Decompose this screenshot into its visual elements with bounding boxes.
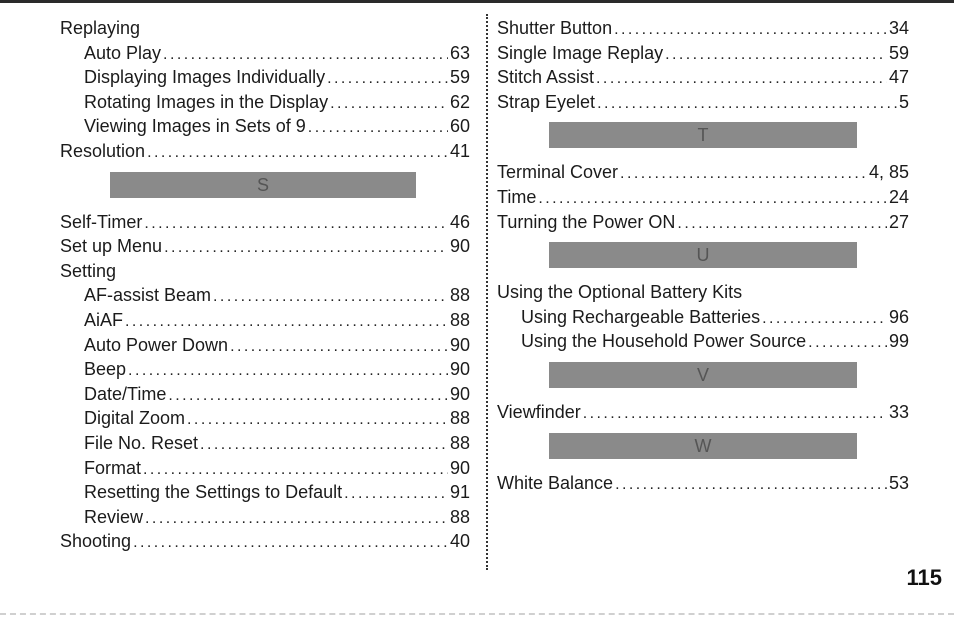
column-divider — [486, 14, 488, 570]
index-subentry — [60, 114, 470, 139]
entry-group — [497, 16, 909, 114]
entry-page-number: 88 — [449, 285, 470, 306]
index-subentry — [60, 333, 470, 358]
dot-leader — [762, 305, 887, 332]
entry-label: Digital Zoom — [84, 408, 186, 429]
entry-group — [497, 400, 909, 425]
entry-page-number: 88 — [449, 408, 470, 429]
entry-page-number: 24 — [888, 186, 909, 207]
dot-leader — [308, 114, 448, 141]
entry-label: Beep — [84, 359, 127, 380]
entry-label: Resolution — [60, 140, 146, 161]
dot-leader — [538, 185, 887, 212]
entry-page-number: 88 — [449, 506, 470, 527]
entry-group — [60, 210, 470, 554]
entry-label: Stitch Assist — [497, 67, 595, 88]
letter-header-w: W — [549, 433, 857, 459]
entry-page-number: 33 — [888, 401, 909, 422]
index-entry — [60, 529, 470, 554]
entry-page-number: 96 — [888, 306, 909, 327]
dot-leader — [330, 90, 448, 117]
entry-label: Using the Household Power Source — [521, 331, 807, 352]
entry-page-number: 90 — [449, 457, 470, 478]
index-column-left — [60, 16, 470, 554]
entry-label: Setting — [60, 260, 117, 281]
index-subentry — [497, 329, 909, 354]
index-entry — [60, 234, 470, 259]
index-entry — [497, 471, 909, 496]
entry-label: Using the Optional Battery Kits — [497, 282, 743, 303]
dot-leader — [128, 357, 448, 384]
dot-leader — [163, 41, 448, 68]
entry-page-number: 62 — [449, 91, 470, 112]
entry-page-number: 40 — [449, 531, 470, 552]
dot-leader — [615, 471, 887, 498]
entry-label: Displaying Images Individually — [84, 67, 326, 88]
entry-page-number: 90 — [449, 236, 470, 257]
dot-leader — [327, 65, 448, 92]
entry-page-number: 91 — [449, 482, 470, 503]
entry-label: Viewfinder — [497, 401, 581, 422]
entry-group — [497, 471, 909, 496]
dot-leader — [597, 90, 897, 117]
dot-leader — [144, 210, 448, 237]
entry-page-number: 27 — [888, 211, 909, 232]
index-subentry — [60, 41, 470, 66]
index-subentry — [60, 283, 470, 308]
letter-header-v: V — [549, 362, 857, 388]
dot-leader — [200, 431, 448, 458]
dot-leader — [677, 210, 887, 237]
index-entry — [60, 16, 470, 41]
dot-leader — [143, 456, 448, 483]
dot-leader — [147, 139, 448, 166]
entry-label: Strap Eyelet — [497, 91, 596, 112]
page-number: 115 — [906, 565, 942, 590]
index-column-right — [497, 16, 909, 495]
index-subentry — [60, 308, 470, 333]
entry-label: Format — [84, 457, 142, 478]
index-subentry — [60, 456, 470, 481]
entry-page-number: 63 — [449, 42, 470, 63]
entry-page-number: 90 — [449, 334, 470, 355]
index-subentry — [60, 505, 470, 530]
entry-group — [60, 16, 470, 164]
index-entry — [60, 259, 470, 284]
dot-leader — [213, 283, 448, 310]
entry-label: Set up Menu — [60, 236, 163, 257]
entry-label: Auto Power Down — [84, 334, 229, 355]
entry-page-number: 59 — [888, 42, 909, 63]
entry-page-number: 88 — [449, 432, 470, 453]
dot-leader — [187, 406, 448, 433]
dot-leader — [665, 41, 887, 68]
dot-leader — [164, 234, 448, 261]
entry-label: White Balance — [497, 472, 614, 493]
entry-group — [497, 160, 909, 234]
index-entry — [497, 210, 909, 235]
letter-header-s: S — [110, 172, 416, 198]
dot-leader — [808, 329, 887, 356]
entry-label: Self-Timer — [60, 211, 143, 232]
entry-label: AF-assist Beam — [84, 285, 212, 306]
entry-page-number: 99 — [888, 331, 909, 352]
index-subentry — [60, 480, 470, 505]
index-subentry — [497, 305, 909, 330]
entry-page-number: 4, 85 — [868, 162, 909, 183]
index-entry — [497, 400, 909, 425]
entry-label: File No. Reset — [84, 432, 199, 453]
letter-header-t: T — [549, 122, 857, 148]
entry-page-number: 5 — [898, 91, 909, 112]
entry-page-number: 47 — [888, 67, 909, 88]
dot-leader — [583, 400, 887, 427]
entry-label: Review — [84, 506, 144, 527]
index-entry — [60, 210, 470, 235]
entry-page-number: 53 — [888, 472, 909, 493]
index-entry — [497, 65, 909, 90]
entry-page-number: 90 — [449, 383, 470, 404]
entry-page-number: 60 — [449, 116, 470, 137]
dot-leader — [344, 480, 448, 507]
dot-leader — [145, 505, 448, 532]
entry-label: Viewing Images in Sets of 9 — [84, 116, 306, 137]
dot-leader — [620, 160, 867, 187]
entry-page-number: 34 — [888, 18, 909, 38]
index-entry — [497, 41, 909, 66]
entry-label: Auto Play — [84, 42, 162, 63]
index-entry — [497, 90, 909, 115]
entry-page-number: 41 — [449, 140, 470, 161]
dot-leader — [133, 529, 448, 556]
bottom-rule — [0, 613, 954, 615]
entry-label: Time — [497, 186, 537, 207]
dot-leader — [596, 65, 887, 92]
index-entry — [60, 139, 470, 164]
entry-page-number: 90 — [449, 359, 470, 380]
letter-header-u: U — [549, 242, 857, 268]
entry-label: Date/Time — [84, 383, 167, 404]
entry-label: AiAF — [84, 309, 124, 330]
entry-label: Shooting — [60, 531, 132, 552]
entry-page-number: 59 — [449, 67, 470, 88]
entry-label: Shutter Button — [497, 18, 613, 38]
dot-leader — [230, 333, 448, 360]
entry-label: Resetting the Settings to Default — [84, 482, 343, 503]
dot-leader — [614, 16, 887, 43]
index-entry — [497, 16, 909, 41]
index-subentry — [60, 90, 470, 115]
index-subentry — [60, 406, 470, 431]
entry-page-number: 88 — [449, 309, 470, 330]
index-entry — [497, 160, 909, 185]
index-subentry — [60, 382, 470, 407]
dot-leader — [125, 308, 448, 335]
index-entry — [497, 185, 909, 210]
dot-leader — [168, 382, 448, 409]
entry-label: Single Image Replay — [497, 42, 664, 63]
top-rule — [0, 0, 954, 3]
entry-label: Turning the Power ON — [497, 211, 676, 232]
entry-page-number: 46 — [449, 211, 470, 232]
index-subentry — [60, 65, 470, 90]
entry-label: Replaying — [60, 18, 141, 38]
entry-group — [497, 280, 909, 354]
index-subentry — [60, 357, 470, 382]
entry-label: Terminal Cover — [497, 162, 619, 183]
index-entry — [497, 280, 909, 305]
entry-label: Using Rechargeable Batteries — [521, 306, 761, 327]
entry-label: Rotating Images in the Display — [84, 91, 329, 112]
index-subentry — [60, 431, 470, 456]
